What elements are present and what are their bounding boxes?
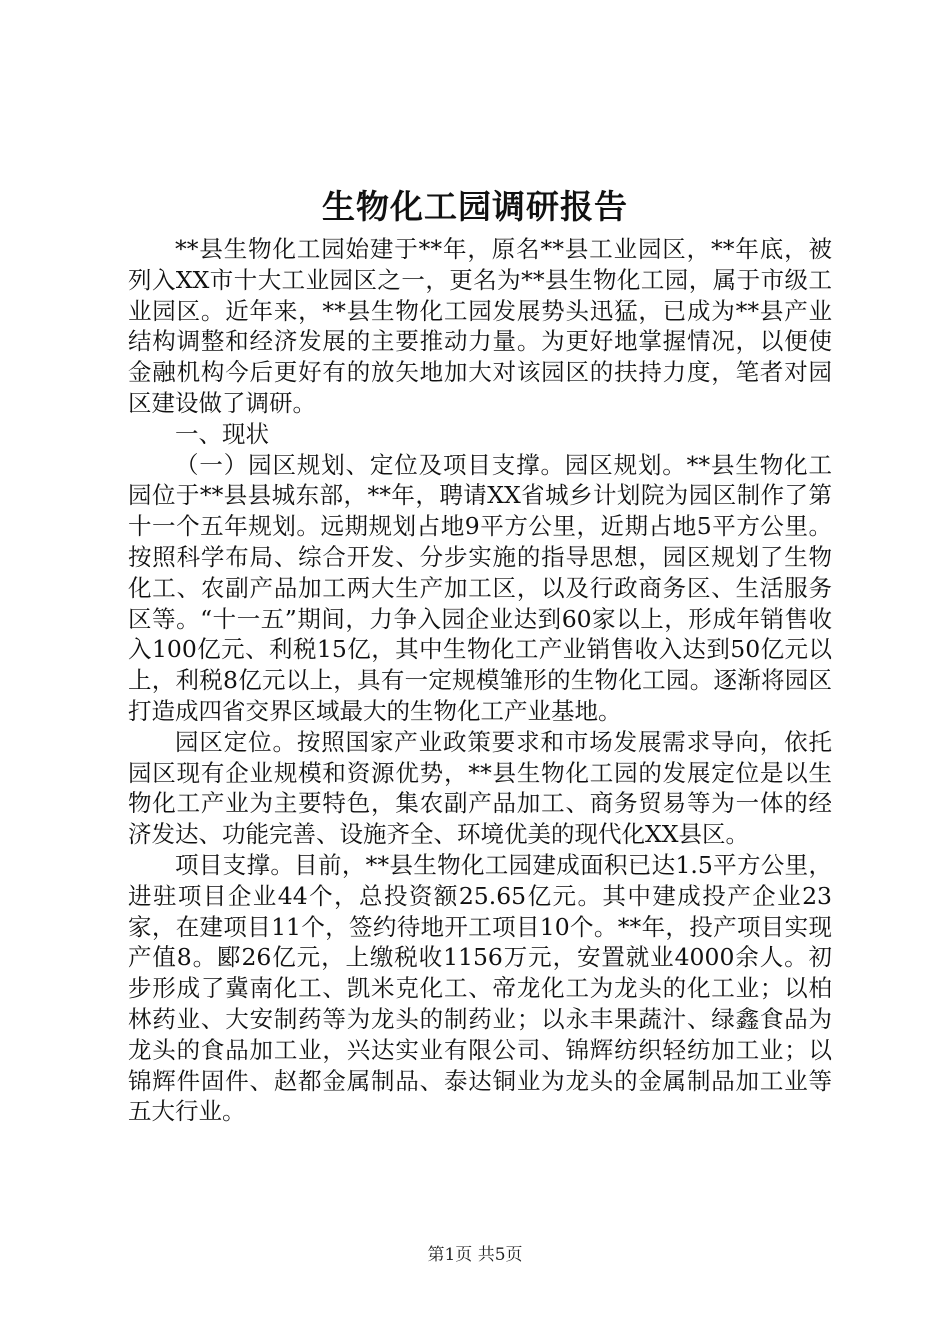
page-number-footer: 第1页 共5页 [427, 1245, 523, 1265]
positioning-paragraph: 园区定位。按照国家产业政策要求和市场发展需求导向，依托园区现有企业规模和资源优势，**县生物化工园的发展定位是以生物化工产业为主要特色，集农副产品加工、商务贸易等为一体的经济发达、功能完善、设施齐全、环境优美的现代化XX县区。 [128, 727, 832, 849]
planning-paragraph: （一）园区规划、定位及项目支撑。园区规划。**县生物化工园位于**县县城东部，**年，聘请XX省城乡计划院为园区制作了第十一个五年规划。远期规划占地9平方公里，近期占地5平方公里。按照科学布局、综合开发、分步实施的指导思想，园区规划了生物化工、农副产品加工两大生产加工区，以及行政商务区、生活服务区等。“十一五”期间，力争入园企业达到60家以上，形成年销售收入100亿元、利税15亿，其中生物化工产业销售收入达到50亿元以上，利税8亿元以上，具有一定规模雏形的生物化工园。逐渐将园区打造成四省交界区域最大的生物化工产业基地。 [128, 450, 832, 725]
document-title: 生物化工园调研报告 [322, 187, 628, 226]
project-support-paragraph: 项目支撑。目前，**县生物化工园建成面积已达1.5平方公里，进驻项目企业44个，总投资额25.65亿元。其中建成投产企业23家，在建项目11个，签约待地开工项目10个。**年，投产项目实现产值8。郾26亿元，上缴税收1156万元，安置就业4000余人。初步形成了冀南化工、凯米克化工、帝龙化工为龙头的化工业；以柏林药业、大安制药等为龙头的制药业；以永丰果蔬汁、绿鑫食品为龙头的食品加工业，兴达实业有限公司、锦辉纺织轻纺加工业；以锦辉件固件、赵都金属制品、泰达铜业为龙头的金属制品加工业等五大行业。 [128, 850, 832, 1126]
document-body [128, 234, 832, 1127]
section-heading-status: 一、现状 [175, 419, 269, 448]
intro-paragraph: **县生物化工园始建于**年，原名**县工业园区，**年底，被列入XX市十大工业园区之一，更名为**县生物化工园，属于市级工业园区。近年来，**县生物化工园发展势头迅猛，已成为**县产业结构调整和经济发展的主要推动力量。为更好地掌握情况，以便使金融机构今后更好有的放矢地加大对该园区的扶持力度，笔者对园区建设做了调研。 [128, 235, 832, 417]
